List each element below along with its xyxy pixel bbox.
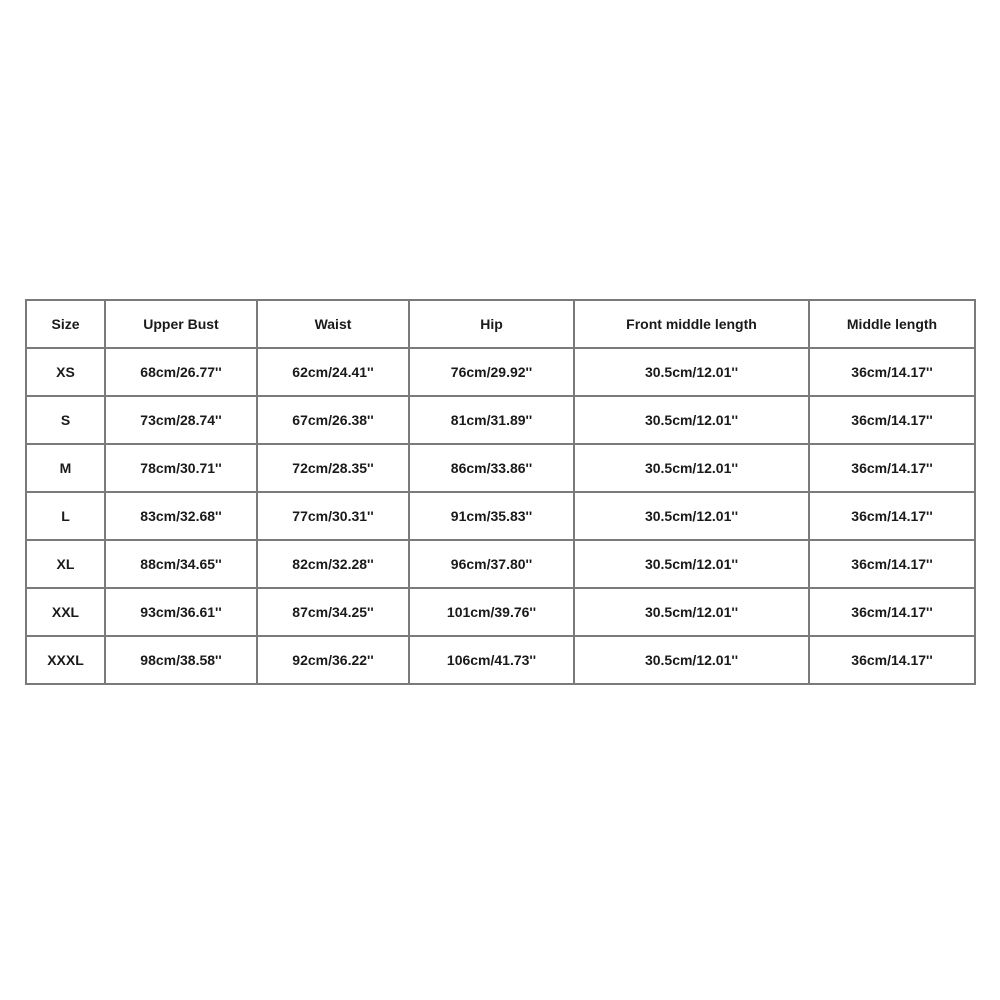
table-header-row xyxy=(26,300,975,348)
cell-size: M xyxy=(26,444,105,492)
cell-hip: 81cm/31.89'' xyxy=(409,396,574,444)
cell-size: XXL xyxy=(26,588,105,636)
cell-middle-length: 36cm/14.17'' xyxy=(809,444,975,492)
cell-waist: 92cm/36.22'' xyxy=(257,636,409,684)
cell-front-middle-length: 30.5cm/12.01'' xyxy=(574,396,809,444)
cell-middle-length: 36cm/14.17'' xyxy=(809,396,975,444)
cell-size: XXXL xyxy=(26,636,105,684)
cell-middle-length: 36cm/14.17'' xyxy=(809,636,975,684)
cell-waist: 72cm/28.35'' xyxy=(257,444,409,492)
cell-upper-bust: 83cm/32.68'' xyxy=(105,492,257,540)
size-chart-table xyxy=(25,299,976,685)
cell-hip: 76cm/29.92'' xyxy=(409,348,574,396)
cell-hip: 91cm/35.83'' xyxy=(409,492,574,540)
cell-size: L xyxy=(26,492,105,540)
table-row xyxy=(26,396,975,444)
cell-size: XS xyxy=(26,348,105,396)
cell-upper-bust: 78cm/30.71'' xyxy=(105,444,257,492)
cell-upper-bust: 93cm/36.61'' xyxy=(105,588,257,636)
cell-waist: 82cm/32.28'' xyxy=(257,540,409,588)
cell-size: XL xyxy=(26,540,105,588)
cell-front-middle-length: 30.5cm/12.01'' xyxy=(574,636,809,684)
cell-waist: 67cm/26.38'' xyxy=(257,396,409,444)
cell-upper-bust: 88cm/34.65'' xyxy=(105,540,257,588)
cell-middle-length: 36cm/14.17'' xyxy=(809,588,975,636)
cell-hip: 86cm/33.86'' xyxy=(409,444,574,492)
cell-hip: 96cm/37.80'' xyxy=(409,540,574,588)
cell-upper-bust: 98cm/38.58'' xyxy=(105,636,257,684)
table-row xyxy=(26,492,975,540)
cell-front-middle-length: 30.5cm/12.01'' xyxy=(574,492,809,540)
header-size: Size xyxy=(26,300,105,348)
cell-upper-bust: 73cm/28.74'' xyxy=(105,396,257,444)
table-row xyxy=(26,348,975,396)
header-upper-bust: Upper Bust xyxy=(105,300,257,348)
table-row xyxy=(26,588,975,636)
cell-waist: 87cm/34.25'' xyxy=(257,588,409,636)
cell-front-middle-length: 30.5cm/12.01'' xyxy=(574,348,809,396)
cell-front-middle-length: 30.5cm/12.01'' xyxy=(574,540,809,588)
cell-waist: 62cm/24.41'' xyxy=(257,348,409,396)
cell-waist: 77cm/30.31'' xyxy=(257,492,409,540)
cell-middle-length: 36cm/14.17'' xyxy=(809,492,975,540)
cell-middle-length: 36cm/14.17'' xyxy=(809,540,975,588)
cell-hip: 101cm/39.76'' xyxy=(409,588,574,636)
cell-size: S xyxy=(26,396,105,444)
table-row xyxy=(26,540,975,588)
cell-front-middle-length: 30.5cm/12.01'' xyxy=(574,444,809,492)
cell-hip: 106cm/41.73'' xyxy=(409,636,574,684)
cell-upper-bust: 68cm/26.77'' xyxy=(105,348,257,396)
header-front-middle-length: Front middle length xyxy=(574,300,809,348)
header-middle-length: Middle length xyxy=(809,300,975,348)
header-hip: Hip xyxy=(409,300,574,348)
cell-middle-length: 36cm/14.17'' xyxy=(809,348,975,396)
header-waist: Waist xyxy=(257,300,409,348)
cell-front-middle-length: 30.5cm/12.01'' xyxy=(574,588,809,636)
table-row xyxy=(26,444,975,492)
table-row xyxy=(26,636,975,684)
